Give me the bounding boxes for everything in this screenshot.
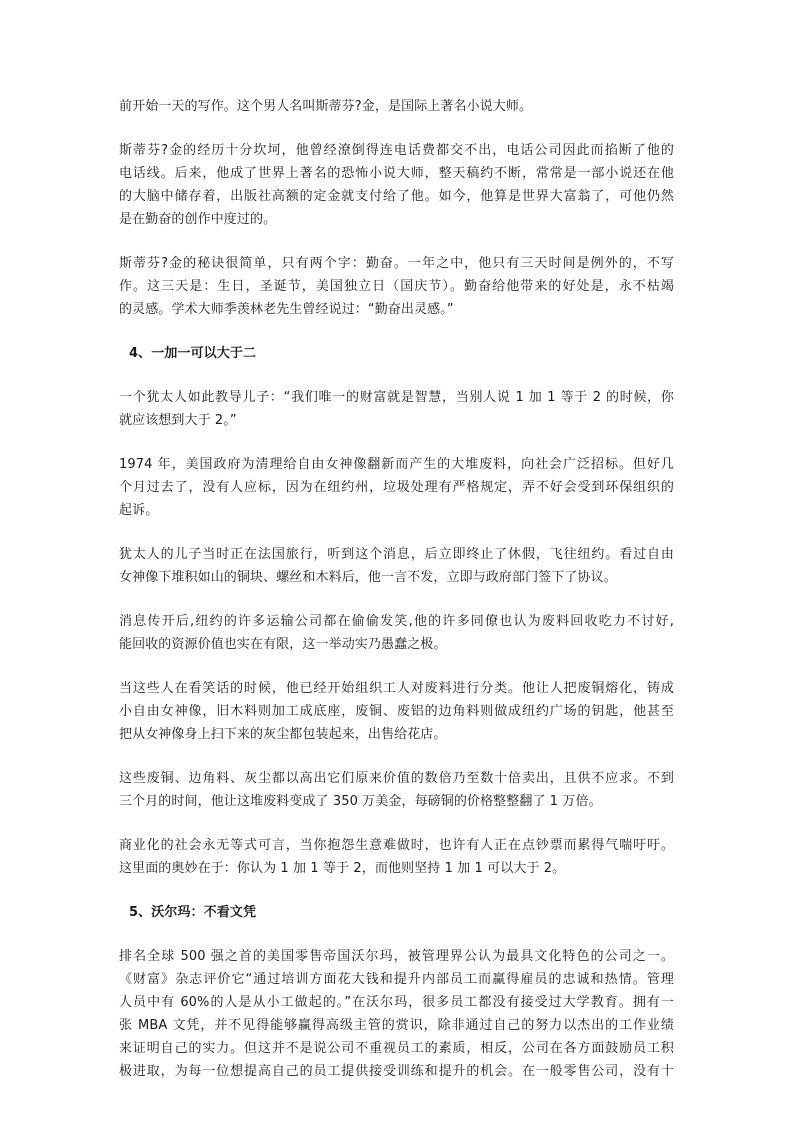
text-line: 的大脑中储存着，出版社高额的定金就支付给了他。如今，他算是世界大富翁了，可他仍然 xyxy=(119,189,674,204)
text-line: 一个犹太人如此教导儿子：“我们唯一的财富就是智慧，当别人说 1 加 1 等于 2 的时候，你 xyxy=(119,390,674,405)
text-line: 《财富》杂志评价它“通过培训方面花大钱和提升内部员工而赢得雇员的忠诚和热情。管理 xyxy=(119,972,674,987)
body-paragraph xyxy=(119,252,674,321)
section-heading: 4、一加一可以大于二 xyxy=(129,346,257,361)
body-paragraph xyxy=(119,767,674,813)
text-line: 当这些人在看笑话的时候，他已经开始组织工人对废料进行分类。他让人把废铜熔化，铸成 xyxy=(119,681,674,696)
text-line: 能回收的资源价值也实在有限，这一举动实乃愚蠢之极。 xyxy=(119,637,447,652)
text-line: 这些废铜、边角料、灰尘都以高出它们原来价值的数倍乃至数十倍卖出，且供不应求。不到 xyxy=(119,771,674,786)
text-line: 极进取，为每一位想提高自己的员工提供接受训练和提升的机会。在一般零售公司，没有十 xyxy=(119,1064,674,1079)
text-line: 三个月的时间，他让这堆废料变成了 350 万美金，每磅铜的价格整整翻了 1 万倍。 xyxy=(119,794,602,809)
text-line: 前开始一天的写作。这个男人名叫斯蒂芬?金，是国际上著名小说大师。 xyxy=(119,99,533,114)
text-line: 人员中有 60%的人是从小工做起的。”在沃尔玛，很多员工都没有接受过大学教育。拥有一 xyxy=(119,995,674,1010)
text-line: 商业化的社会永无等式可言，当你抱怨生意难做时，也许有人正在点钞票而累得气喘吁吁。 xyxy=(119,838,674,853)
body-paragraph xyxy=(119,95,674,118)
text-line: 1974 年，美国政府为清理给自由女神像翻新而产生的大堆废料，向社会广泛招标。但好几 xyxy=(119,457,674,472)
body-paragraph xyxy=(119,677,674,746)
text-line: 的灵感。学术大师季羡林老先生曾经说过：“勤奋出灵感。” xyxy=(119,302,454,317)
text-line: 斯蒂芬?金的秘诀很简单，只有两个字：勤奋。一年之中，他只有三天时间是例外的，不写 xyxy=(119,256,674,271)
text-line: 个月过去了，没有人应标，因为在纽约州，垃圾处理有严格规定，弄不好会受到环保组织的 xyxy=(119,480,674,495)
body-paragraph xyxy=(119,543,674,589)
text-line: 排名全球 500 强之首的美国零售帝国沃尔玛，被管理界公认为最具文化特色的公司之一。 xyxy=(119,949,674,964)
text-line: 消息传开后,纽约的许多运输公司都在偷偷发笑,他的许多同僚也认为废料回收吃力不讨好, xyxy=(119,614,674,629)
body-paragraph xyxy=(119,139,674,231)
section-heading: 5、沃尔玛：不看文凭 xyxy=(129,905,257,920)
text-line: 把从女神像身上扫下来的灰尘都包装起来，出售给花店。 xyxy=(119,727,447,742)
text-line: 斯蒂芬?金的经历十分坎坷，他曾经潦倒得连电话费都交不出，电话公司因此而掐断了他的 xyxy=(119,143,674,158)
text-line: 小自由女神像，旧木料则加工成底座，废铜、废铝的边角料则做成纽约广场的钥匙，他甚至 xyxy=(119,704,674,719)
text-line: 女神像下堆积如山的铜块、螺丝和木料后，他一言不发，立即与政府部门签下了协议。 xyxy=(119,570,617,585)
text-line: 这里面的奥妙在于：你认为 1 加 1 等于 2，而他则坚持 1 加 1 可以大于 2。 xyxy=(119,861,566,876)
body-paragraph xyxy=(119,834,674,880)
text-line: 电话线。后来，他成了世界上著名的恐怖小说大师，整天稿约不断，常常是一部小说还在他 xyxy=(119,166,674,181)
text-line: 来证明自己的实力。但这并不是说公司不重视员工的素质，相反，公司在各方面鼓励员工积 xyxy=(119,1041,674,1056)
body-paragraph xyxy=(119,386,674,432)
text-line: 张 MBA 文凭，并不见得能够赢得高级主管的赏识，除非通过自己的努力以杰出的工作业绩 xyxy=(119,1018,674,1033)
text-line: 是在勤奋的创作中度过的。 xyxy=(119,212,277,227)
text-line: 犹太人的儿子当时正在法国旅行，听到这个消息，后立即终止了休假，飞往纽约。看过自由 xyxy=(119,547,674,562)
body-paragraph xyxy=(119,610,674,656)
text-line: 作。这三天是：生日，圣诞节，美国独立日（国庆节）。勤奋给他带来的好处是，永不枯竭 xyxy=(119,279,674,294)
text-line: 起诉。 xyxy=(119,503,159,518)
body-paragraph xyxy=(119,945,674,1083)
body-paragraph xyxy=(119,453,674,522)
text-line: 就应该想到大于 2。” xyxy=(119,413,237,428)
